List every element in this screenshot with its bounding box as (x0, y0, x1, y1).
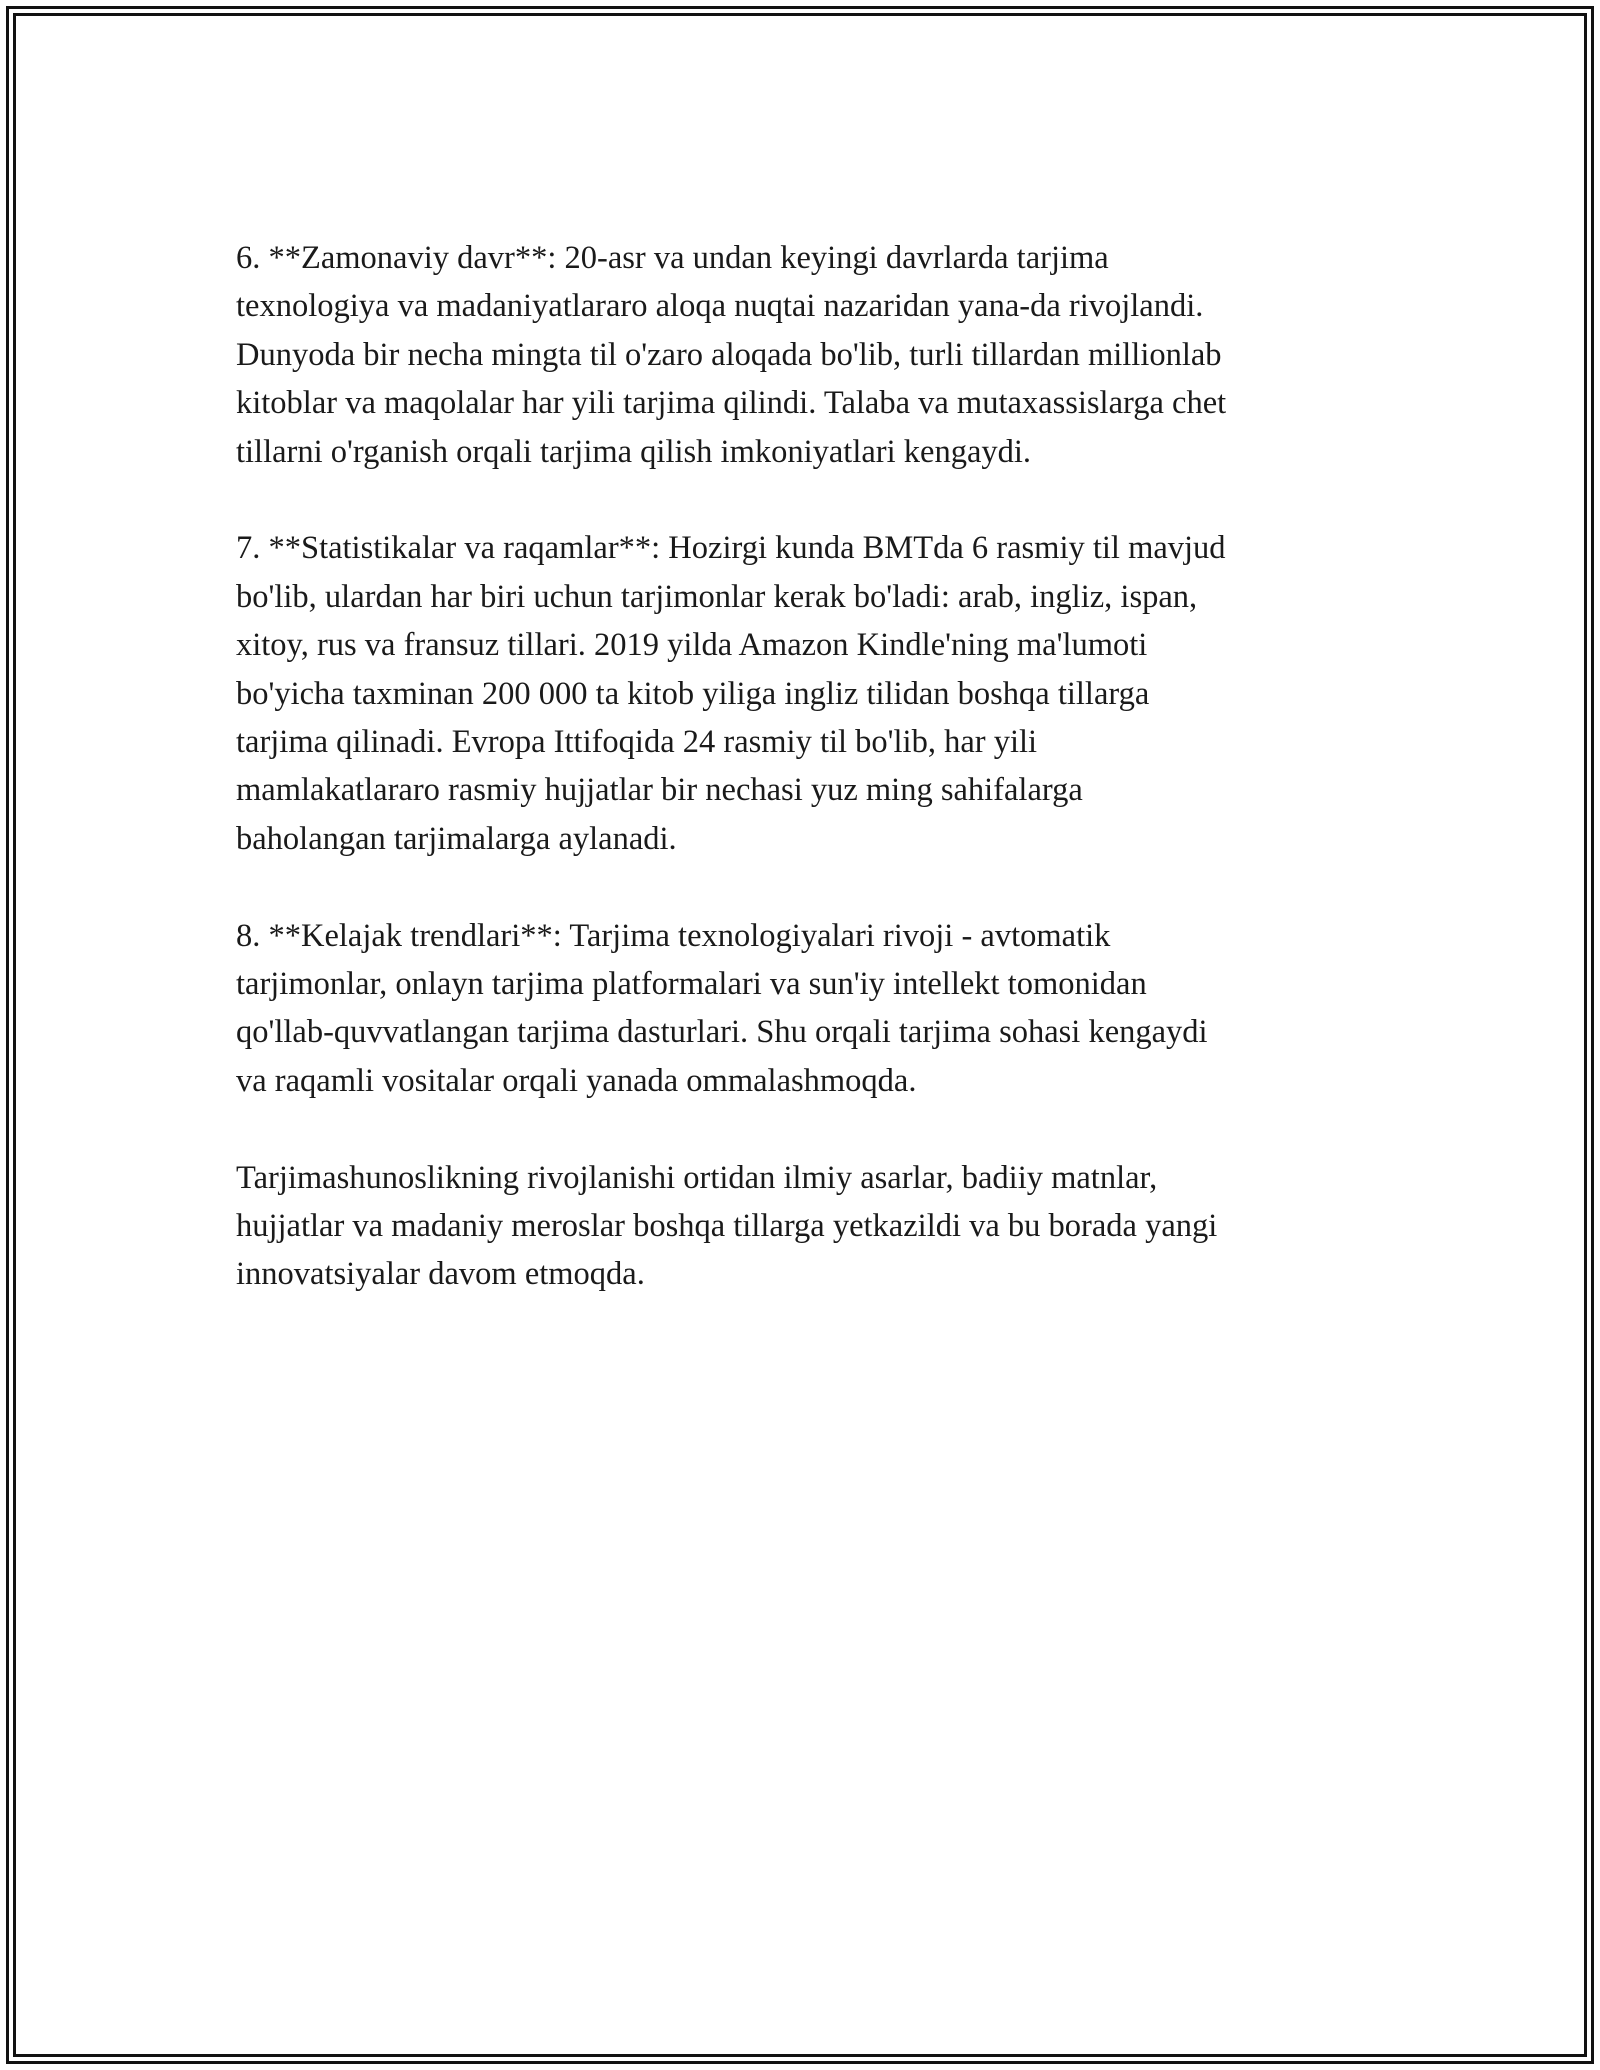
text-line: 7. **Statistikalar va raqamlar**: Hozirgi kunda BMTda 6 rasmiy til mavjud (236, 530, 1226, 567)
text-line: innovatsiyalar davom etmoqda. (236, 1256, 645, 1293)
text-line: baholangan tarjimalarga aylanadi. (236, 820, 677, 857)
paragraph-conclusion (236, 1154, 1376, 1299)
text-line: kitoblar va maqolalar har yili tarjima qilindi. Talaba va mutaxassislarga chet (236, 385, 1227, 422)
text-line: bo'yicha taxminan 200 000 ta kitob yiliga ingliz tilidan boshqa tillarga (236, 675, 1150, 712)
text-line: tillarni o'rganish orqali tarjima qilish imkoniyatlari kengaydi. (236, 433, 1032, 470)
paragraph-statistikalar (236, 524, 1376, 863)
text-line: tarjimonlar, onlayn tarjima platformalari va sun'iy intellekt tomonidan (236, 966, 1147, 1003)
text-line: 6. **Zamonaviy davr**: 20-asr va undan keyingi davrlarda tarjima (236, 240, 1109, 276)
document-body (236, 234, 1376, 1347)
text-line: xitoy, rus va fransuz tillari. 2019 yilda Amazon Kindle'ning ma'lumoti (236, 627, 1148, 664)
paragraph-kelajak-trendlari (236, 912, 1376, 1106)
paragraph-zamonaviy-davr (236, 234, 1376, 476)
text-line: texnologiya va madaniyatlararo aloqa nuqtai nazaridan yana-da rivojlandi. (236, 288, 1204, 325)
text-line: Tarjimashunoslikning rivojlanishi ortidan ilmiy asarlar, badiiy matnlar, (236, 1159, 1158, 1196)
text-line: mamlakatlararo rasmiy hujjatlar bir nechasi yuz ming sahifalarga (236, 772, 1083, 809)
text-line: qo'llab-quvvatlangan tarjima dasturlari. Shu orqali tarjima sohasi kengaydi (236, 1014, 1208, 1051)
text-line: 8. **Kelajak trendlari**: Tarjima texnologiyalari rivoji - avtomatik (236, 917, 1111, 954)
text-line: tarjima qilinadi. Evropa Ittifoqida 24 rasmiy til bo'lib, har yili (236, 724, 1038, 761)
text-line: Dunyoda bir necha mingta til o'zaro aloqada bo'lib, turli tillardan millionlab (236, 336, 1222, 373)
text-line: va raqamli vositalar orqali yanada ommalashmoqda. (236, 1062, 917, 1099)
text-line: hujjatlar va madaniy meroslar boshqa tillarga yetkazildi va bu borada yangi (236, 1208, 1218, 1245)
text-line: bo'lib, ulardan har biri uchun tarjimonlar kerak bo'ladi: arab, ingliz, ispan, (236, 578, 1198, 615)
